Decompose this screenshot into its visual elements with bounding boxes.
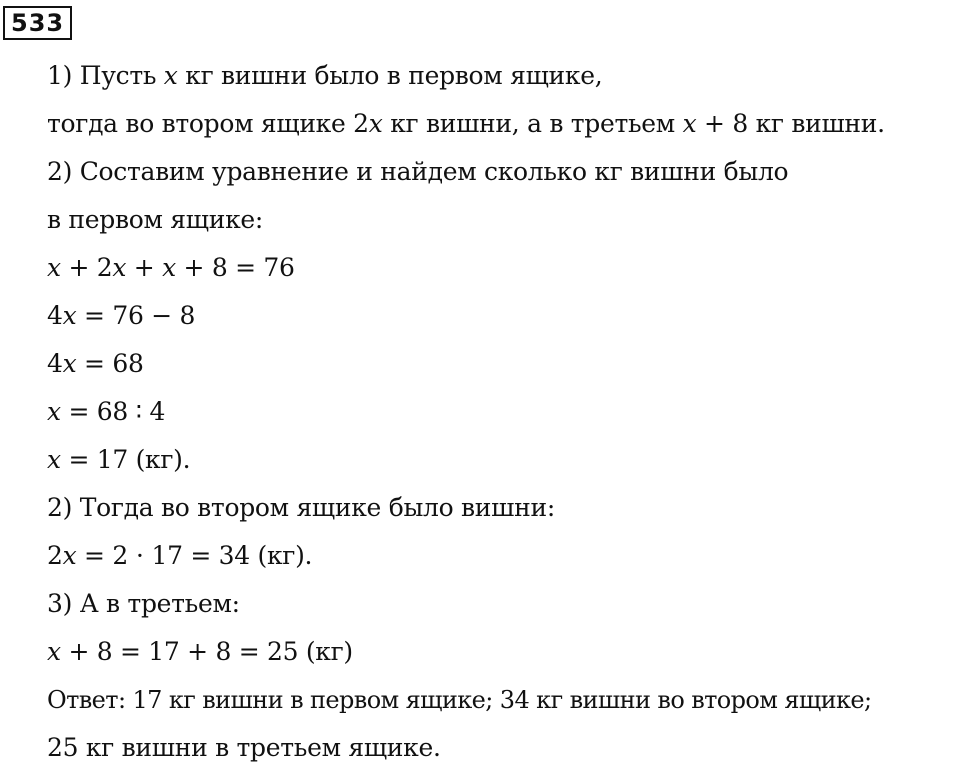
step-2-heading-cont: в первом ящике: (47, 205, 264, 234)
step-1-assumption: 1) Пусть 𝑥 кг вишни было в первом ящике, (47, 61, 603, 90)
equation-line: 𝑥 + 2𝑥 + 𝑥 + 8 = 76 (47, 253, 295, 282)
solution-text (47, 52, 952, 772)
equation-line: 𝑥 = 68 ∶ 4 (47, 397, 166, 426)
equation-line: 𝑥 + 8 = 17 + 8 = 25 (кг) (47, 637, 353, 666)
step-1-expressions: тогда во втором ящике 2𝑥 кг вишни, а в третьем 𝑥 + 8 кг вишни. (47, 109, 885, 138)
step-2-heading: 2) Составим уравнение и найдем сколько кг вишни было (47, 157, 789, 186)
equation-line: 4𝑥 = 68 (47, 349, 144, 378)
answer-line: Ответ: 17 кг вишни в первом ящике; 34 кг вишни во втором ящике; (47, 686, 872, 714)
answer-line-cont: 25 кг вишни в третьем ящике. (47, 733, 441, 762)
step-3-heading: 3) А в третьем: (47, 589, 240, 618)
step-second-box-heading: 2) Тогда во втором ящике было вишни: (47, 493, 555, 522)
equation-line: 4𝑥 = 76 − 8 (47, 301, 196, 330)
equation-line: 2𝑥 = 2 ⋅ 17 = 34 (кг). (47, 541, 313, 570)
task-number-badge: 533 (3, 6, 72, 40)
equation-result: 𝑥 = 17 (кг). (47, 445, 191, 474)
